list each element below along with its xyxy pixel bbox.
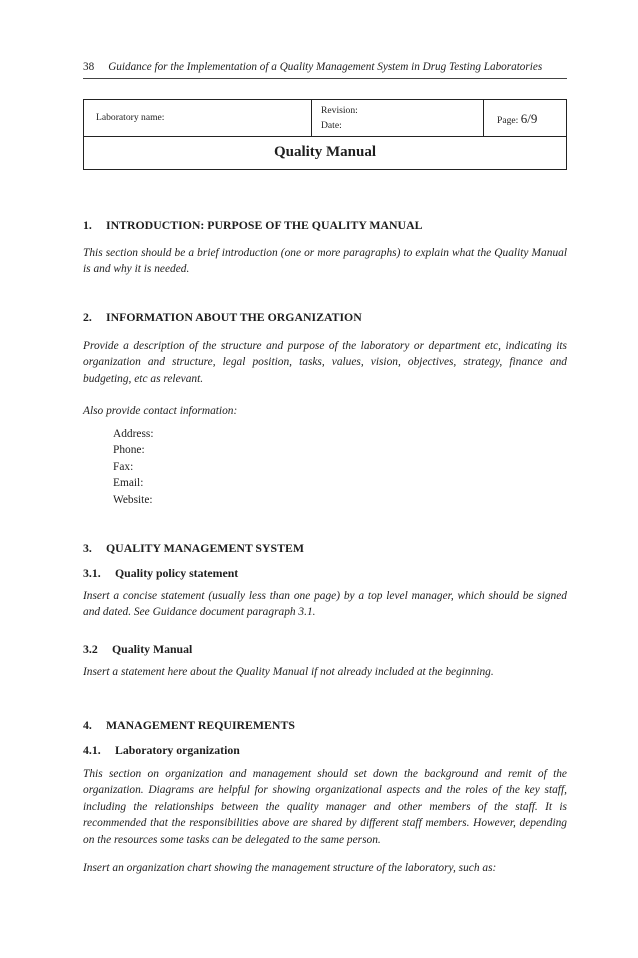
date-label: Date: [321, 120, 342, 131]
section-3-1-number: 3.1. [83, 566, 101, 580]
page-cell [484, 100, 566, 136]
section-3-2-number: 3.2 [83, 642, 98, 656]
section-4-number: 4. [83, 718, 92, 732]
running-header [83, 60, 567, 74]
section-3-2-text: Insert a statement here about the Quality Manual if not already included at the beginning. [83, 666, 494, 678]
contact-item-fax: Fax: [113, 460, 134, 473]
contact-item-address: Address: [113, 428, 154, 440]
section-4-1-text-2: Insert an organization chart showing the management structure of the laboratory, such as: [83, 862, 497, 874]
page-indicator [497, 111, 537, 127]
section-4-title: MANAGEMENT REQUIREMENTS [106, 718, 295, 732]
revision-date-cell [312, 100, 484, 136]
section-3-title: QUALITY MANAGEMENT SYSTEM [106, 541, 304, 555]
revision-label: Revision: [321, 105, 358, 116]
form-box-top-row [84, 100, 566, 137]
section-3-1-heading [83, 566, 238, 581]
section-1-number: 1. [83, 218, 92, 232]
contact-item-email: Email: [113, 477, 144, 490]
section-3-1-text: Insert a concise statement (usually less than one page) by a top level manager, which should be signed and dated. See Guidance document paragraph 3.1. [83, 590, 567, 619]
section-3-1-title: Quality policy statement [115, 566, 239, 580]
section-3-heading [83, 541, 304, 556]
section-2-title: INFORMATION ABOUT THE ORGANIZATION [106, 310, 362, 324]
section-4-1-text: This section on organization and management should set down the background and remit of the organization. Diagrams are helpful for showing organizational aspects and the roles of the key staff, including the relationships between the quality manager and other members of the staff. It is recommended that the responsibilities above are shared by different staff members. However, depending on the resources some tasks can be delegated to the same person. [83, 768, 567, 846]
running-header-title: Guidance for the Implementation of a Quality Management System in Drug Testing Laboratories [108, 61, 543, 73]
contact-intro: Also provide contact information: [83, 405, 238, 417]
section-3-2-title: Quality Manual [112, 642, 193, 656]
section-3-number: 3. [83, 541, 92, 555]
section-2-text: Provide a description of the structure and purpose of the laboratory or department etc, indicating its organization and structure, legal position, tasks, values, vision, objectives, strategy, finance and budgeting, etc as relevant. [83, 340, 567, 385]
page-value: 6/9 [520, 111, 538, 126]
section-4-1-number: 4.1. [83, 743, 101, 757]
laboratory-name-cell [84, 100, 312, 136]
contact-item-website: Website: [113, 493, 153, 506]
section-1-title: INTRODUCTION: PURPOSE OF THE QUALITY MANUAL [106, 218, 423, 232]
page-number: 38 [83, 61, 95, 73]
section-4-1-title: Laboratory organization [115, 743, 240, 757]
section-1-text: This section should be a brief introduction (one or more paragraphs) to explain what the Quality Manual is and why it is needed. [83, 247, 567, 276]
page-label: Page: [497, 115, 519, 126]
form-box-title: Quality Manual [273, 144, 377, 160]
section-3-2-heading [83, 642, 192, 657]
laboratory-name-label: Laboratory name: [96, 112, 165, 123]
section-2-heading [83, 310, 362, 325]
contact-item-phone: Phone: [113, 444, 145, 457]
quality-manual-form-box [83, 99, 567, 170]
contact-list [113, 426, 154, 508]
section-1-heading [83, 218, 422, 233]
header-rule [83, 78, 567, 79]
section-2-number: 2. [83, 310, 92, 324]
section-4-heading [83, 718, 295, 733]
section-4-1-heading [83, 743, 240, 758]
